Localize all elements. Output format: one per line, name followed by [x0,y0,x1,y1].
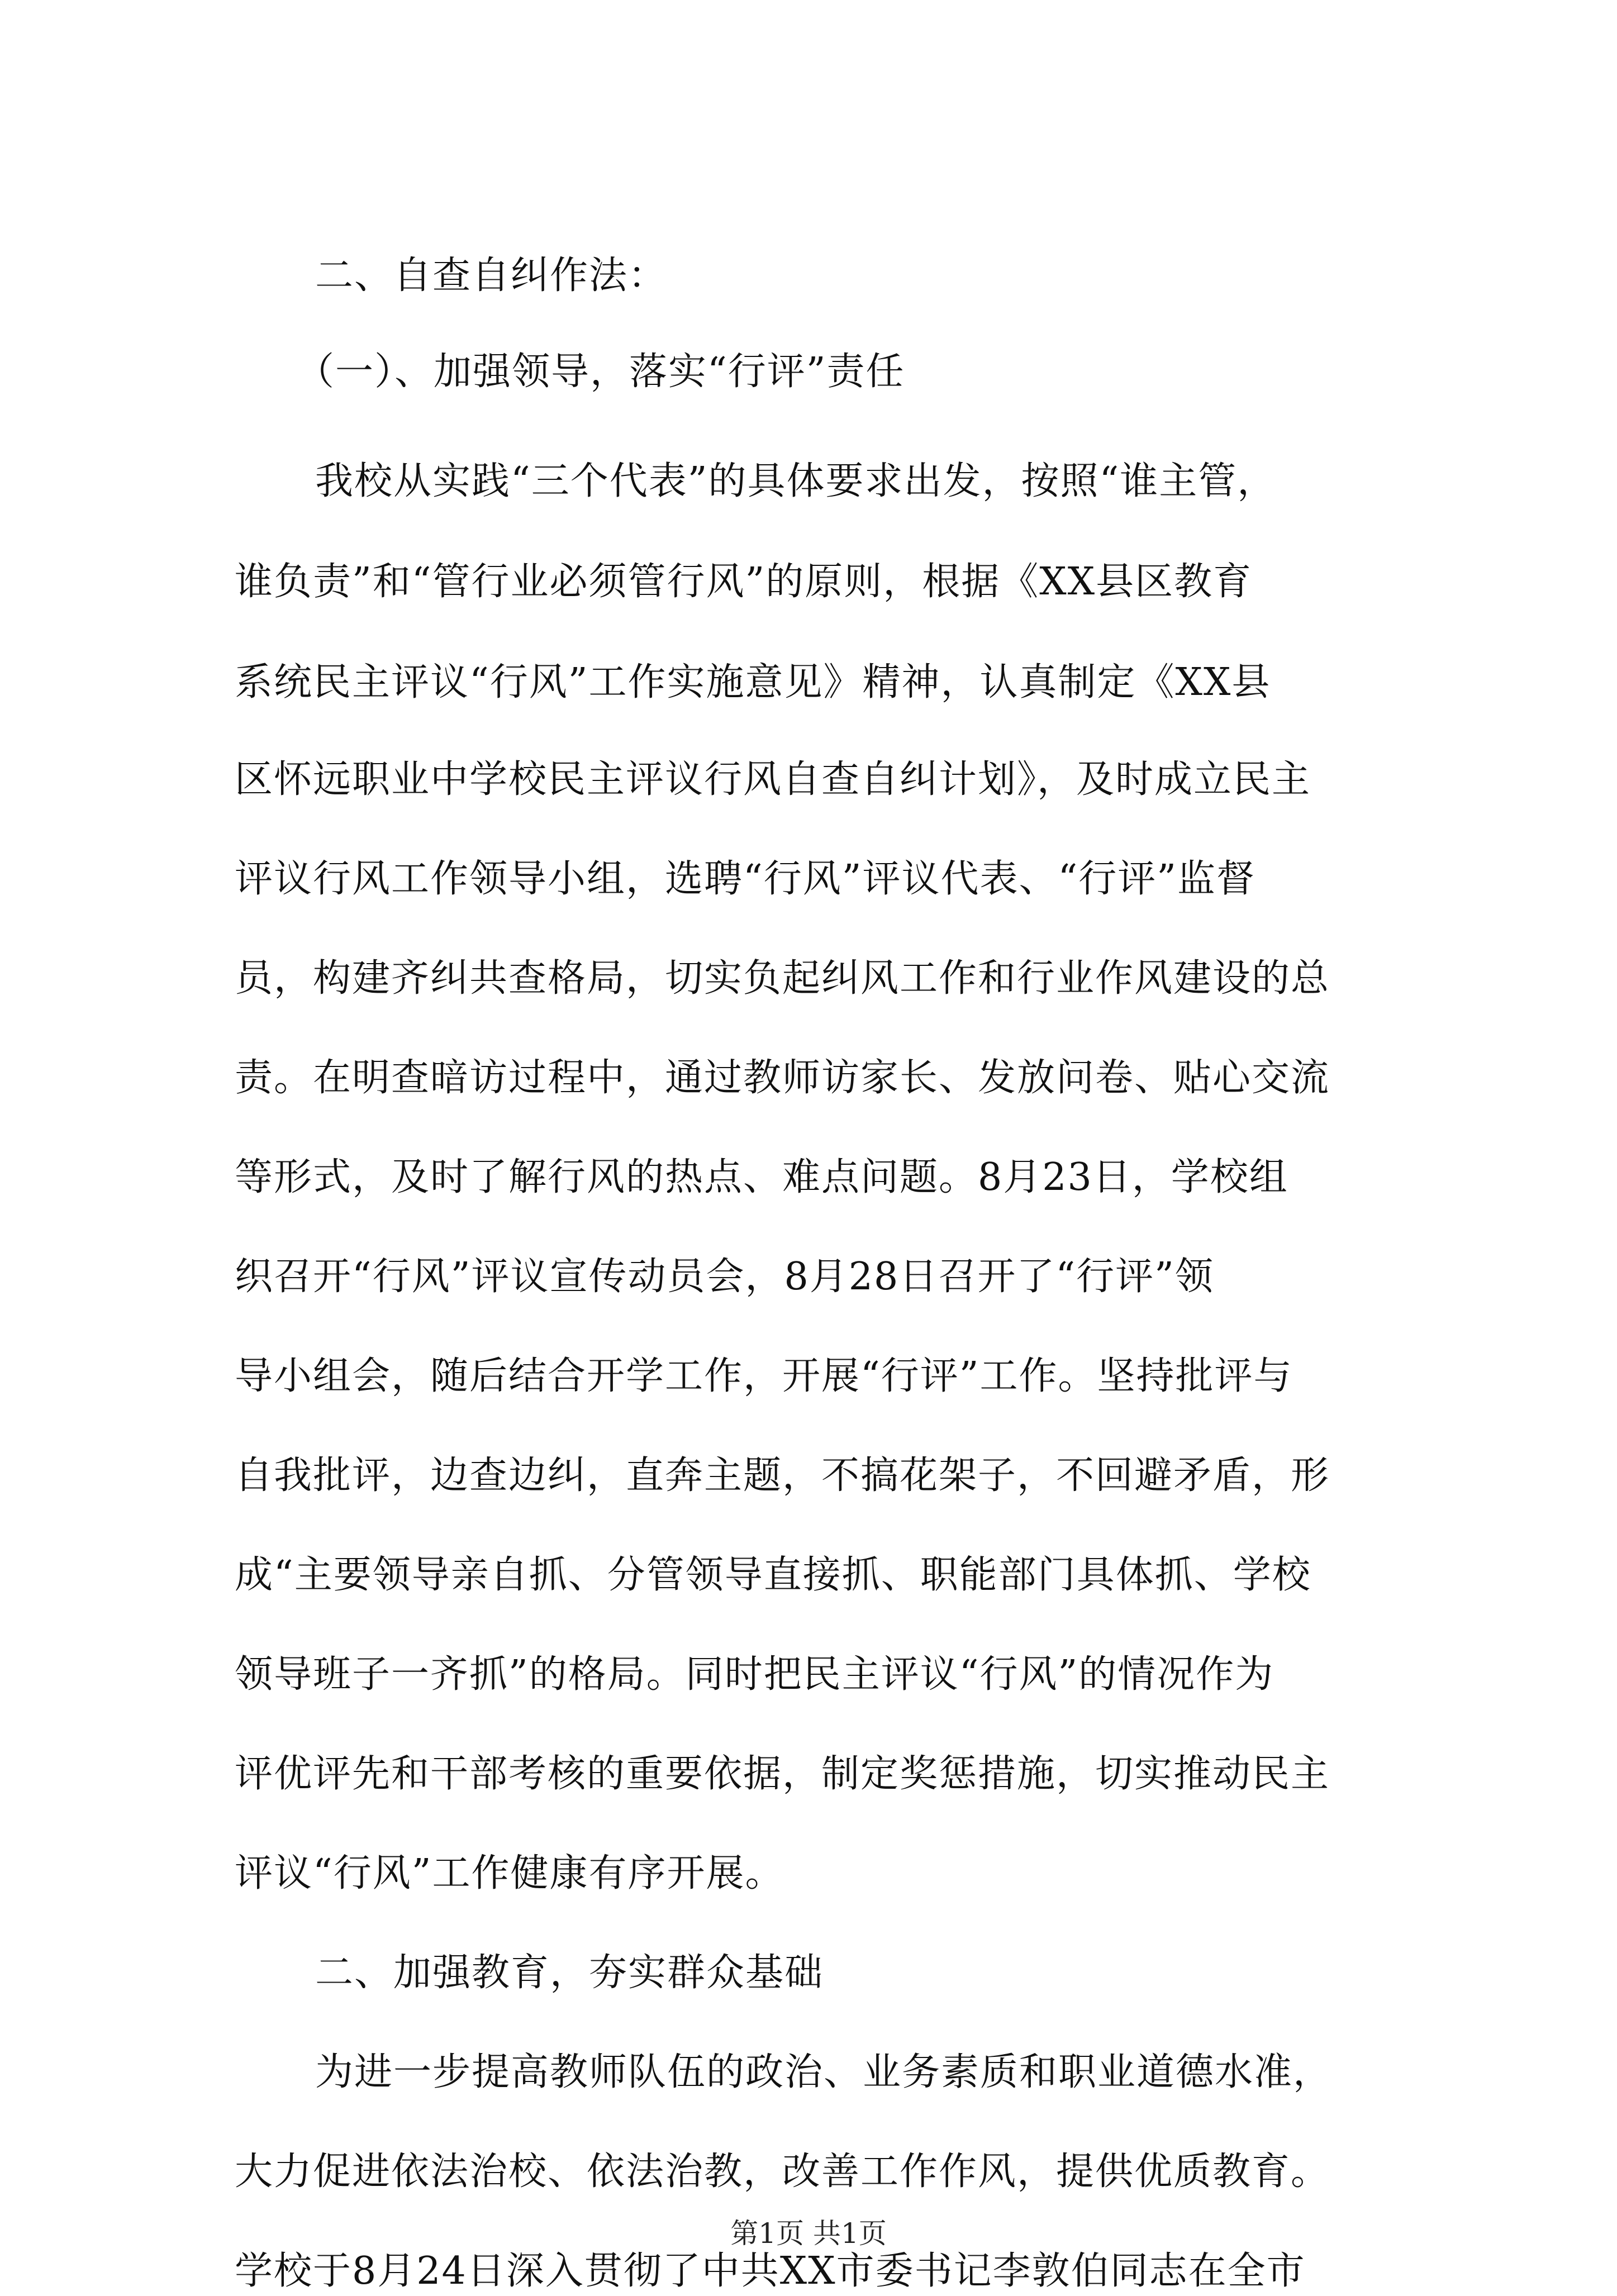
paragraph-line: 等形式，及时了解行风的热点、难点问题。8月23日，学校组 [235,1155,1288,1199]
paragraph-line: 我校从实践“三个代表”的具体要求出发，按照“谁主管， [315,459,1277,503]
paragraph-line: 领导班子一齐抓”的格局。同时把民主评议“行风”的情况作为 [235,1652,1274,1697]
paragraph-line: 导小组会，随后结合开学工作，开展“行评”工作。坚持批评与 [235,1354,1293,1398]
paragraph-line: 评议“行风”工作健康有序开展。 [235,1851,784,1895]
page-number-footer: 第1页 共1页 [730,2217,887,2250]
paragraph-line: 责。在明查暗访过程中，通过教师访家长、发放问卷、贴心交流 [235,1056,1330,1100]
paragraph-line: 成“主要领导亲自抓、分管领导直接抓、职能部门具体抓、学校 [235,1553,1311,1597]
paragraph-line: 员，构建齐纠共查格局，切实负起纠风工作和行业作风建设的总 [235,956,1330,1001]
paragraph-line: 评议行风工作领导小组，选聘“行风”评议代表、“行评”监督 [235,857,1256,901]
paragraph-line: 大力促进依法治校、依法治教，改善工作作风，提供优质教育。 [235,2150,1330,2194]
paragraph-line: 区怀远职业中学校民主评议行风自查自纠计划》，及时成立民主 [235,758,1311,802]
paragraph-line: 为进一步提高教师队伍的政治、业务素质和职业道德水准， [315,2050,1333,2094]
section-heading-1: （一）、加强领导，落实“行评”责任 [296,350,905,394]
paragraph-line: 织召开“行风”评议宣传动员会，8月28日召开了“行评”领 [235,1255,1214,1299]
paragraph-line: 评优评先和干部考核的重要依据，制定奖惩措施，切实推动民主 [235,1752,1330,1796]
section-heading-2: 二、加强教育，夯实群众基础 [315,1951,824,1995]
paragraph-line: 自我批评，边查边纠，直奔主题，不搞花架子，不回避矛盾，形 [235,1454,1330,1498]
paragraph-line: 谁负责”和“管行业必须管行风”的原则，根据《XX县区教育 [235,560,1253,604]
paragraph-line: 学校于8月24日深入贯彻了中共XX市委书记李敦伯同志在全市 [235,2249,1306,2293]
paragraph-line: 系统民主评议“行风”工作实施意见》精神，认真制定《XX县 [235,660,1271,704]
main-heading: 二、自查自纠作法： [315,254,668,298]
